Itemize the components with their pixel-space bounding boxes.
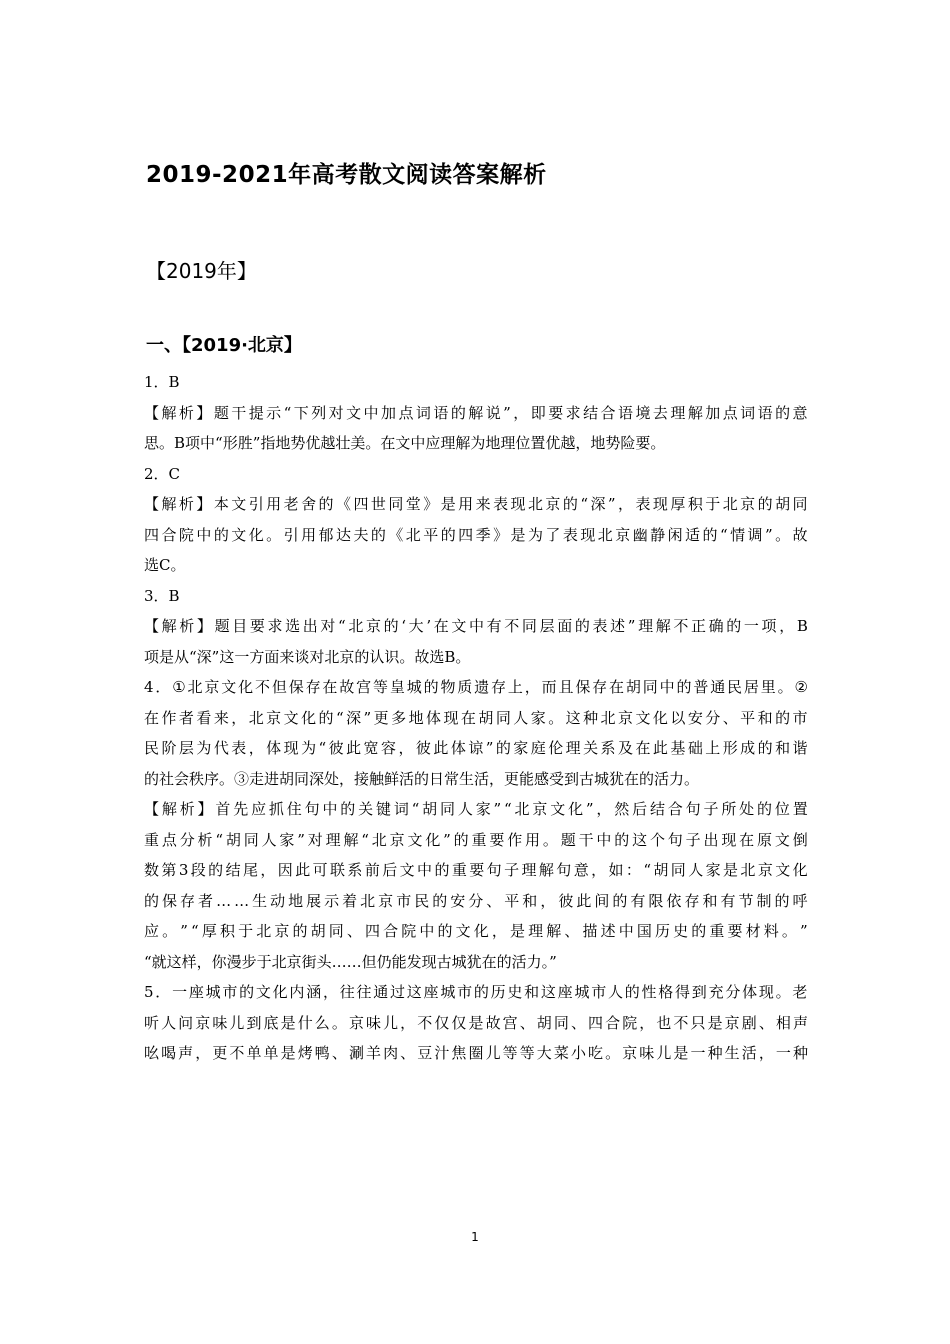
text-line: 【 解 析 】 首 先 应 抓 住 句 中 的 关 键 词 “ 胡 同 人 家 ” “ 北 京 文 化 ” ， 然 后 结 合 句 子 所 处 的 位 置: [144, 800, 808, 818]
text-line: 民 阶 层 为 代 表 ， 体 现 为 “ 彼 此 宽 容 ， 彼 此 体 谅 ” 的 家 庭 伦 理 关 系 及 在 此 基 础 上 形 成 的 和 谐: [144, 739, 808, 757]
section-heading: 一、【2019·北京】: [146, 335, 302, 356]
page-number: 1: [471, 1230, 479, 1244]
year-heading: 【2019年】: [146, 259, 257, 283]
text-line: 1．B: [144, 373, 180, 391]
text-line: 2．C: [144, 464, 181, 483]
text-line: 【 解 析 】 题 干 提 示 “ 下 列 对 文 中 加 点 词 语 的 解 说 ” ， 即 要 求 结 合 语 境 去 理 解 加 点 词 语 的 意: [144, 403, 808, 422]
text-line: 的社会秩序。③走进胡同深处，接触鲜活的日常生活，更能感受到古城犹在的活力。: [144, 769, 700, 788]
text-line: 4 ． ① 北 京 文 化 不 但 保 存 在 故 宫 等 皇 城 的 物 质 遗 存 上 ， 而 且 保 存 在 胡 同 中 的 普 通 民 居 里 。 ②: [144, 678, 808, 696]
text-line: 重 点 分 析 “ 胡 同 人 家 ” 对 理 解 “ 北 京 文 化 ” 的 重 要 作 用 。 题 干 中 的 这 个 句 子 出 现 在 原 文 倒: [144, 830, 808, 849]
text-line: “就这样，你漫步于北京街头……但仍能发现古城犹在的活力。”: [144, 952, 557, 971]
text-line: 四 合 院 中 的 文 化 。 引 用 郁 达 夫 的 《 北 平 的 四 季 》 是 为 了 表 现 北 京 幽 静 闲 适 的 “ 情 调 ” 。 故: [144, 525, 808, 544]
text-line: 3．B: [144, 586, 180, 605]
text-line: 【 解 析 】 本 文 引 用 老 舍 的 《 四 世 同 堂 》 是 用 来 表 现 北 京 的 “ 深 ” ， 表 现 厚 积 于 北 京 的 胡 同: [144, 495, 808, 513]
document-title: 2019-2021年高考散文阅读答案解析: [146, 162, 547, 188]
text-line: 5 ． 一 座 城 市 的 文 化 内 涵 ， 往 往 通 过 这 座 城 市 的 历 史 和 这 座 城 市 人 的 性 格 得 到 充 分 体 现 。 老: [144, 983, 808, 1001]
text-line: 吆 喝 声 ， 更 不 单 单 是 烤 鸭 、 涮 羊 肉 、 豆 汁 焦 圈 儿 等 等 大 菜 小 吃 。 京 味 儿 是 一 种 生 活 ， 一 种: [144, 1044, 808, 1062]
text-line: 思。B项中“形胜”指地势优越壮美。在文中应理解为地理位置优越，地势险要。: [144, 434, 666, 452]
text-line: 数 第 3 段 的 结 尾 ， 因 此 可 联 系 前 后 文 中 的 重 要 句 子 理 解 句 意 ， 如 ： “ 胡 同 人 家 是 北 京 文 化: [144, 861, 808, 879]
text-line: 选C。: [144, 556, 186, 574]
text-line: 【 解 析 】 题 目 要 求 选 出 对 “ 北 京 的 ‘ 大 ’ 在 文 中 有 不 同 层 面 的 表 述 ” 理 解 不 正 确 的 一 项 ， B: [144, 617, 808, 635]
text-line: 项是从“深”这一方面来谈对北京的认识。故选B。: [144, 647, 471, 666]
text-line: 听 人 问 京 味 儿 到 底 是 什 么 。 京 味 儿 ， 不 仅 仅 是 故 宫 、 胡 同 、 四 合 院 ， 也 不 只 是 京 剧 、 相 声: [144, 1013, 808, 1032]
text-line: 应 。 ” “ 厚 积 于 北 京 的 胡 同 、 四 合 院 中 的 文 化 ， 是 理 解 、 描 述 中 国 历 史 的 重 要 材 料 。 ”: [144, 922, 808, 940]
text-line: 在 作 者 看 来 ， 北 京 文 化 的 “ 深 ” 更 多 地 体 现 在 胡 同 人 家 。 这 种 北 京 文 化 以 安 分 、 平 和 的 市: [144, 708, 808, 727]
answer-body: [144, 367, 808, 1069]
text-line: 的 保 存 者 … … 生 动 地 展 示 着 北 京 市 民 的 安 分 、 平 和 ， 彼 此 间 的 有 限 依 存 和 有 节 制 的 呼: [144, 891, 808, 910]
